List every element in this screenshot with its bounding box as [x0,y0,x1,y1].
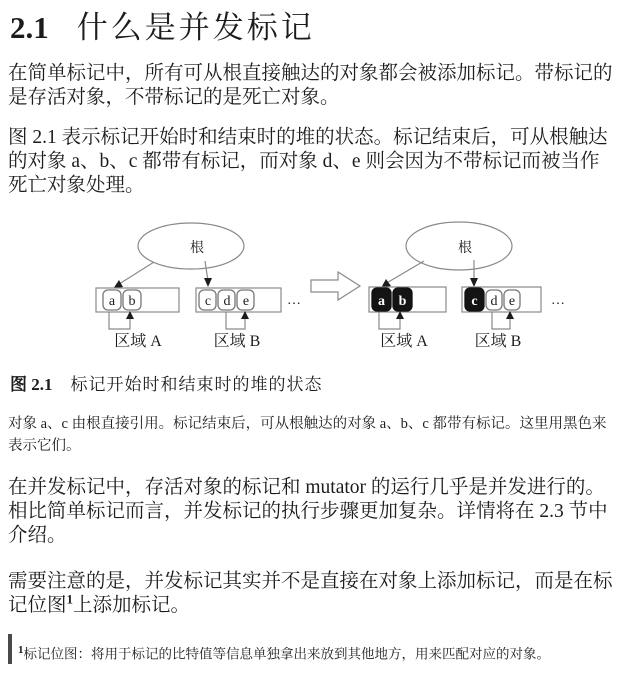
section-number: 2.1 [10,10,49,45]
cell-b-label: b [128,294,136,309]
text-line: 图 2.1 表示标记开始时和结束时的堆的状态。标记结束后，可从根触达 [8,127,608,148]
diagram-before-marking [96,223,301,350]
footnote-bar [8,634,12,664]
cell-e-label: e [242,294,250,309]
footnote-text: 标记位图：将用于标记的比特值等信息单独拿出来放到其他地方，用来匹配对应的对象。 [23,646,550,662]
paragraph-figure-description [8,126,636,198]
section-heading [8,6,636,48]
text-line: 介绍。 [8,525,67,546]
figure-caption-text: 标记开始时和结束时的堆的状态 [70,375,323,394]
text-segment: 上添加标记。 [73,595,191,616]
diagram-after-marking [369,222,565,350]
footnote-text-line [18,634,550,665]
cell-b-label: b [398,294,407,309]
text-line: 表示它们。 [8,438,81,454]
footnote-number-superscript: 1 [18,644,24,656]
ref-d-to-e-arrow [492,311,514,329]
root-to-c-arrow [204,261,212,287]
text-segment: 记位图 [8,595,67,616]
region-b-label: 区域 B [213,333,261,350]
cell-d-label: d [223,294,231,309]
text-line: 对象 a、c 由根直接引用。标记结束后，可从根触达的对象 a、b、c 都带有标记。这里用黑色来 [8,416,607,432]
text-line [8,591,636,618]
text-line: 在并发标记中，存活对象的标记和 mutator 的运行几乎是并发进行的。 [8,477,605,498]
region-a-label: 区域 A [380,333,428,350]
cell-e-label: e [508,294,516,309]
cell-c-label: c [471,294,478,309]
cell-a-label: a [108,294,116,309]
root-label: 根 [458,241,472,256]
text-line: 相比简单标记而言，并发标记的执行步骤更加复杂。详情将在 2.3 节中 [8,501,608,522]
text-line: 需要注意的是，并发标记其实并不是直接在对象上添加标记，而是在标 [8,571,613,592]
figure-caption-label: 图 2.1 [10,375,53,394]
section-title: 什么是并发标记 [76,10,315,45]
paragraph-mark-bitmap [8,570,636,618]
figure-caption [8,374,636,396]
text-line: 死亡对象处理。 [8,175,145,196]
cell-c-label: c [204,294,212,309]
paragraph-concurrent-marking [8,476,636,548]
footnote [8,634,636,665]
text-line: 在简单标记中，所有可从根直接触达的对象都会被添加标记。带标记的 [8,63,613,84]
heap-ellipsis: … [551,293,565,308]
root-to-a-arrow [381,261,424,288]
figure-2-1 [8,217,636,362]
transition-arrow-icon [311,272,360,300]
root-to-a-arrow [113,262,154,289]
ref-a-to-b-arrow [379,311,404,329]
ref-d-to-e-arrow [226,311,249,329]
heap-state-diagram [8,217,636,357]
heap-ellipsis: … [287,293,301,308]
footnote-reference-superscript: 1 [66,591,74,607]
cell-a-label: a [378,294,385,309]
text-line: 是存活对象，不带标记的是死亡对象。 [8,87,340,108]
region-b-label: 区域 B [474,333,522,350]
root-to-c-arrow [470,260,478,287]
cell-d-label: d [490,294,498,309]
figure-note [8,413,636,457]
region-a-label: 区域 A [114,333,162,350]
text-line: 的对象 a、b、c 都带有标记，而对象 d、e 则会因为不带标记而被当作 [8,151,600,172]
root-label: 根 [190,241,204,256]
ref-a-to-b-arrow [109,311,134,329]
paragraph-simple-marking [8,62,636,110]
